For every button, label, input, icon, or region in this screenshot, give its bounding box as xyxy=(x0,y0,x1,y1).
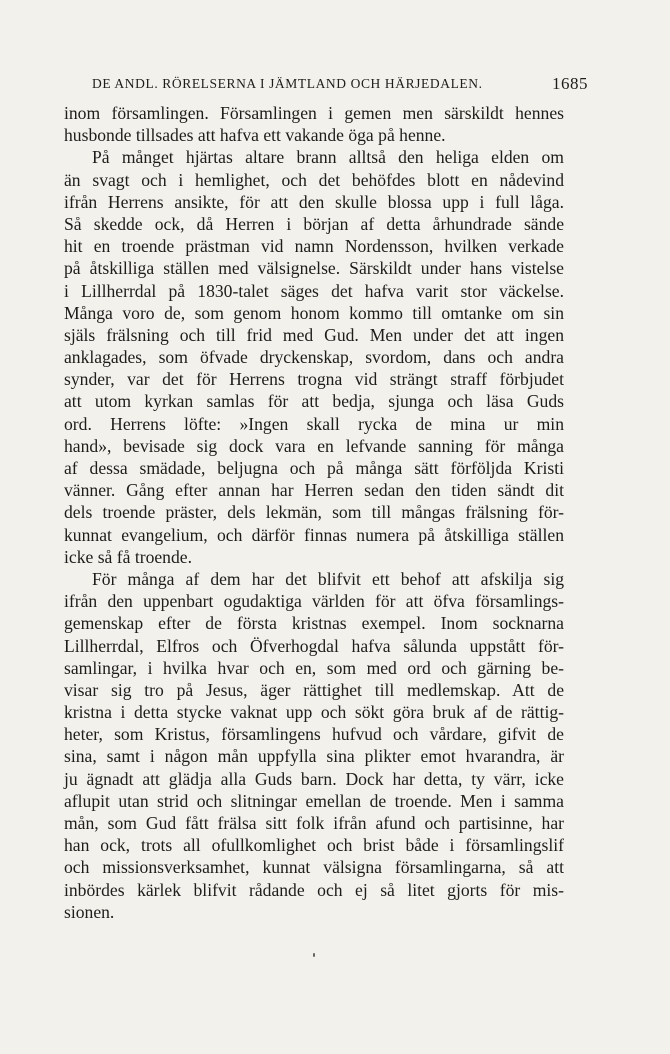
text-line: ifrån den uppenbart ogudaktiga världen för att öfva församlings- xyxy=(64,591,564,612)
page-number: 1685 xyxy=(552,74,588,93)
text-line: vänner. Gång efter annan har Herren sedan den tiden sändt dit xyxy=(64,480,564,501)
text-line: mån, som Gud fått frälsa sitt folk ifrån afund och partisinne, har xyxy=(64,813,564,833)
text-line: dels troende präster, dels lekmän, som till mångas frälsning för- xyxy=(64,502,564,523)
text-line: än svagt och i hemlighet, och det behöfdes blott en nådevind xyxy=(64,169,564,190)
text-line: visar sig tro på Jesus, äger rättighet till medlemskap. Att de xyxy=(64,679,564,700)
text-line: inbördes kärlek blifvit rådande och ej så litet gjorts för mis- xyxy=(64,879,564,900)
running-title: DE ANDL. RÖRELSERNA I JÄMTLAND OCH HÄRJEDALEN. xyxy=(92,76,483,91)
text-line: af dessa smädade, beljugna och på många sätt förföljda Kristi xyxy=(64,458,564,478)
text-line: kristna i detta stycke vaknat upp och sökt göra bruk af de rättig- xyxy=(64,702,564,723)
text-line: på åtskilliga ställen med välsignelse. Särskildt under hans vistelse xyxy=(64,258,564,279)
text-line: inom församlingen. Församlingen i gemen men särskildt hennes xyxy=(64,103,564,123)
text-line: själs frälsning och till frid med Gud. Men under det att ingen xyxy=(64,324,564,345)
text-line: gemenskap efter de första kristnas exempel. Inom socknarna xyxy=(64,613,564,634)
text-line: På månget hjärtas altare brann alltså den heliga elden om xyxy=(92,147,564,168)
text-line: hand», bevisade sig dock vara en lefvande sanning för många xyxy=(64,435,564,456)
text-line: synder, var det för Herrens trogna vid strängt straff förbjudet xyxy=(64,369,564,390)
text-line: i Lillherrdal på 1830-talet säges det hafva varit stor väckelse. xyxy=(64,280,564,301)
text-line: husbonde tillsades att hafva ett vakande öga på henne. xyxy=(64,125,446,146)
text-line: Så skedde ock, då Herren i början af detta århundrade sände xyxy=(64,213,564,234)
paper-speck xyxy=(313,953,315,957)
text-line: sionen. xyxy=(64,901,115,922)
body-text xyxy=(64,102,564,923)
text-line: anklagades, som öfvade dryckenskap, svordom, dans och andra xyxy=(64,347,564,368)
text-line: han ock, trots all ofullkomlighet och brist både i församlingslif xyxy=(64,835,564,856)
text-line: sina, samt i någon mån uppfylla sina plikter emot hvarandra, är xyxy=(64,746,564,767)
text-line: att utom kyrkan samlas för att bedja, sjunga och läsa Guds xyxy=(64,391,564,412)
text-line: hit en troende prästman vid namn Nordensson, hvilken verkade xyxy=(64,236,564,257)
text-line: För många af dem har det blifvit ett behof att afskilja sig xyxy=(92,568,564,589)
text-line: ifrån Herrens ansikte, för att den skulle blossa upp i full låga. xyxy=(64,191,564,212)
text-line: heter, som Kristus, församlingens hufvud och vårdare, gifvit de xyxy=(64,724,564,745)
text-line: kunnat evangelium, och därför finnas numera på åtskilliga ställen xyxy=(64,524,564,545)
text-line: ju ägnadt att glädja alla Guds barn. Dock har detta, ty värr, icke xyxy=(64,768,564,789)
text-line: icke så få troende. xyxy=(64,546,192,567)
text-line: ord. Herrens löfte: »Ingen skall rycka de mina ur min xyxy=(64,413,564,434)
text-line: aflupit utan strid och slitningar emellan de troende. Men i samma xyxy=(64,790,564,811)
text-line: Lillherrdal, Elfros och Öfverhogdal hafva sålunda uppstått för- xyxy=(64,635,564,656)
text-line: och missionsverksamhet, kunnat välsigna församlingarna, så att xyxy=(64,857,564,878)
text-line: Många voro de, som genom honom kommo till omtanke om sin xyxy=(64,302,564,323)
text-line: samlingar, i hvilka hvar och en, som med ord och gärning be- xyxy=(64,657,564,678)
